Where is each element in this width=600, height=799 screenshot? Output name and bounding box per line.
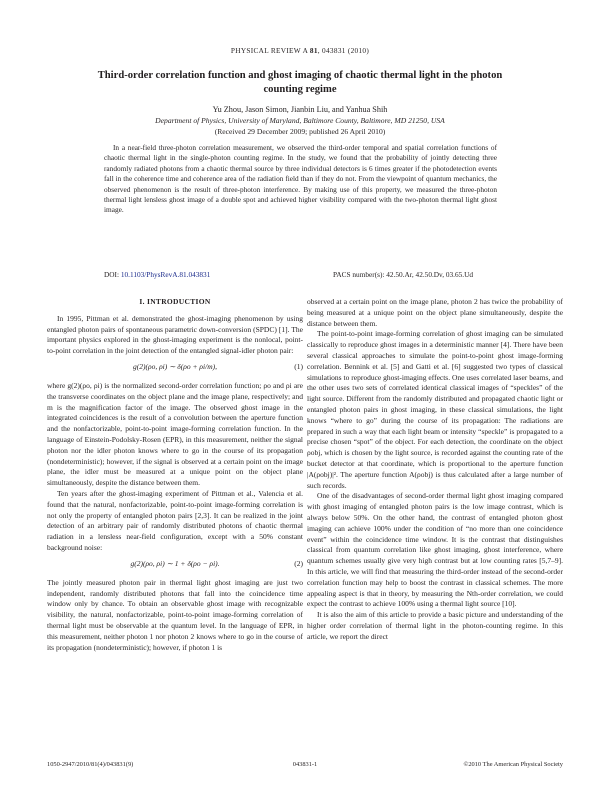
right-paragraph-2: The point-to-point image-forming correlation of ghost imaging can be simulated classically to reproduce ghost images in a deterministic manner [4]. There have been several classical approaches to simulate the point-to-point ghost image-forming correlation. Bennink et al. [5] and Gatti et al. [6] suggested two types of classical simulations to reproduce ghost-imaging effects. One uses correlated laser beams, and the other uses two sets of correlated identical classical images of “speckles” of the light source. Different from the randomly distributed and propagated chaotic light or entangled photon pairs in ghost imaging, in these classical simulations, the light knows “where to go” during the course of its propagation: The radiations are prepared in such a way that each light beam or intensity “speckle” is propagated to a precise chosen “spot” of the object. For each detection, the coordinate on the object ρobj, which is chosen by the light source, is recorded against the counting rate of the bucket detector at that coordinate, which is proportional to the aperture function |A(ρobj)|². The aperture function A(ρobj) is thus calculated after a large number of such records. — [307, 329, 563, 490]
footer-issn: 1050-2947/2010/81(4)/043831(9) — [47, 761, 134, 768]
footer-copyright: ©2010 The American Physical Society — [463, 761, 563, 768]
journal-volume: 81 — [309, 46, 318, 55]
doi-label: DOI: — [104, 270, 119, 279]
right-column — [307, 297, 563, 643]
right-paragraph-1: observed at a certain point on the image plane, photon 2 has twice the probability of being measured at a unique point on the object plane simultaneously, despite the distance between them. — [307, 297, 563, 328]
equation-2-number: (2) — [294, 558, 303, 568]
equation-2-text: g(2)(ρo, ρi) ∼ 1 + δ(ρo − ρi). — [130, 558, 220, 568]
doi — [104, 270, 210, 279]
equation-1 — [47, 362, 303, 376]
author-list: Yu Zhou, Jason Simon, Jianbin Liu, and Yanhua Shih — [212, 105, 388, 114]
left-column — [47, 297, 303, 653]
footer-page-number: 043831-1 — [292, 761, 318, 768]
intro-paragraph-4: The jointly measured photon pair in thermal light ghost imaging are just two independent, randomly distributed photons that fall into the coincidence time window only by chance. To obtain an observable ghost image with recognizable visibility, the natural, nonfactorizable, point-to-point image-forming correlation of thermal light must be observable at the quantum level. In the language of EPR, in this measurement, neither photon 1 nor photon 2 knows where to go in the course of its propagation (nondeterministic); however, if photon 1 is — [47, 577, 303, 652]
paper-title: Third-order correlation function and ghost imaging of chaotic thermal light in the photon counting regime — [97, 70, 503, 95]
journal-name: PHYSICAL REVIEW A — [230, 46, 308, 55]
intro-paragraph-3: Ten years after the ghost-imaging experiment of Pittman et al., Valencia et al. found that the natural, nonfactorizable, point-to-point image-forming correlation is not only the property of entangled photon pairs [2,3]. It can be realized in the joint detection of an arbitrary pair of randomly distributed photons of chaotic thermal radiation in a lensless near-field configuration, except with a 50% constant background noise: — [47, 488, 303, 552]
abstract: In a near-field three-photon correlation measurement, we observed the third-order temporal and spatial correlation functions of chaotic thermal light in the single-photon counting regime. In the study, we found that the probability of jointly detecting three randomly radiated photons from a chaotic thermal source by three individual detectors is 6 times greater if the photodetection events fall in the coherence time and coherence area of the radiation field than if they do not. From the viewpoint of quantum mechanics, the observed phenomenon is the result of three-photon interference. By making use of this property, we measured the three-photon thermal light lensless ghost image of a double spot and achieved higher visibility compared with the two-photon thermal light ghost image. — [104, 143, 497, 215]
intro-paragraph-2: where g(2)(ρo, ρi) is the normalized second-order correlation function; ρo and ρi are the transverse coordinates on the object plane and the image plane, respectively; and m is the magnification factor of the image. The observed ghost image in the integrated coincidences is the result of a convolution between the aperture function and the nonfactorizable, point-to-point image-forming correlation function. In the language of Einstein-Podolsky-Rosen (EPR), in this measurement, neither the signal photon nor the idler photon knows where to go in the course of its propagation (nondeterministic); however, if the signal is observed at a certain point on the image plane, the idler must be measured at a unique point on the object plane simultaneously, despite the distance between them. — [47, 380, 303, 488]
journal-header: PHYSICAL REVIEW A 81, 043831 (2010) — [230, 46, 370, 55]
received-published-dates: (Received 29 December 2009; published 26 April 2010) — [214, 127, 386, 136]
affiliation: Department of Physics, University of Maryland, Baltimore County, Baltimore, MD 21250, USA — [155, 116, 445, 125]
equation-1-number: (1) — [294, 361, 303, 371]
equation-1-text: g(2)(ρo, ρi) ∼ δ(ρo + ρi/m), — [132, 361, 217, 371]
pacs-numbers: PACS number(s): 42.50.Ar, 42.50.Dv, 03.65.Ud — [333, 270, 474, 279]
intro-paragraph-1: In 1995, Pittman et al. demonstrated the ghost-imaging phenomenon by using entangled photon pairs of spontaneous parametric down-conversion (SPDC) [1]. The important physics explored in the ghost-imaging experiment is the nonlocal, point-to-point correlation in the joint detection of the entangled signal-idler photon pair: — [47, 313, 303, 356]
article-number: 043831 (2010) — [322, 46, 370, 55]
equation-2 — [47, 559, 303, 573]
right-paragraph-3: One of the disadvantages of second-order thermal light ghost imaging compared with ghost imaging of entangled photon pairs is the low image contrast, which is always below 50%. On the other hand, the contrast of entangled photon ghost imaging can achieve 100% under the condition of “no more than one coincidence event” within the coincidence time window. It is the contrast that distinguishes classical from quantum correlation like ghost imaging, ghost interference, where quantum schemes usually give very high contrast but at low counting rates [5,7–9]. In this article, we will find that measuring the third-order instead of the second-order correlation function may help to boost the contrast in classical schemes. The more appealing aspect is that in theory, by measuring the Nth-order correlation, we could expect the contrast to achieve 100% using a thermal light source [10]. — [307, 491, 563, 609]
section-title-introduction: I. INTRODUCTION — [139, 297, 211, 306]
right-paragraph-4: It is also the aim of this article to provide a basic picture and understanding of the higher order correlation of thermal light in the photon-counting regime. In this article, we report the direct — [307, 610, 563, 641]
doi-link[interactable]: 10.1103/PhysRevA.81.043831 — [120, 270, 211, 279]
